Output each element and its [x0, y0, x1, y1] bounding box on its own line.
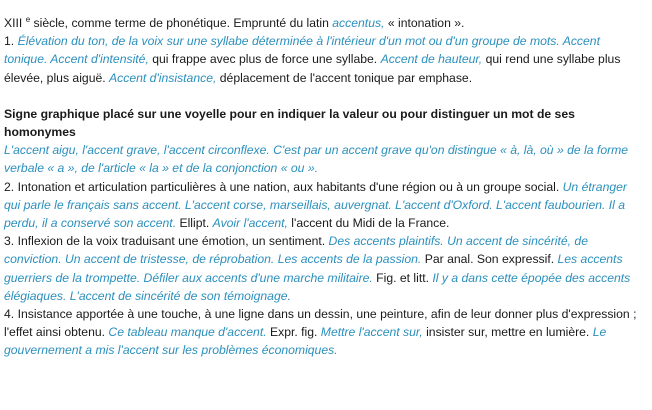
century-superscript: e — [25, 14, 31, 24]
etymology-gloss: « intonation ». — [384, 16, 465, 30]
definition-text: Intonation et articulation particulières à une nation, aux habitants d'une région ou à un groupe social. — [17, 179, 563, 194]
example: Le gouvernement a mis l'accent sur les problèmes économiques. — [4, 325, 607, 358]
etymology-line — [4, 14, 646, 32]
century-numeral: XIII — [4, 16, 23, 30]
sense-number: 3. — [4, 234, 18, 249]
definition-text: Par anal. Son expressif. — [421, 252, 558, 267]
definition-text: déplacement de l'accent tonique par emphase. — [216, 70, 473, 85]
definition-text: Ellipt. — [176, 216, 213, 231]
example: Accent de hauteur, — [380, 52, 483, 67]
definition-text: qui rend une syllabe plus élevée, plus aiguë. — [4, 52, 621, 85]
example: Des accents plaintifs. Un accent de sincérité, de conviction. Un accent de tristesse, de réprobation. Les accents de la passion. — [4, 234, 588, 267]
example: Il y a dans cette épopée des accents élégiaques. L'accent de sincérité de son témoignage. — [4, 270, 631, 303]
example: Mettre l'accent sur, — [320, 325, 423, 340]
sense-number: 4. — [4, 307, 18, 322]
sense-4 — [4, 305, 646, 360]
definition-text: Expr. fig. — [266, 325, 321, 340]
sense-1 — [4, 32, 646, 87]
latin-term: accentus, — [332, 16, 385, 30]
example: Les accents guerriers de la trompette. Défiler aux accents d'une marche militaire. — [4, 252, 623, 285]
spacer — [4, 87, 646, 105]
definition-text: qui frappe avec plus de force une syllabe. — [148, 52, 381, 67]
definition-text: Insistance apportée à une touche, à une ligne dans un dessin, une peinture, afin de leur donner plus d'expression ; l'effet ainsi obtenu. — [4, 307, 637, 340]
sense-number: 2. — [4, 179, 18, 194]
example: Ce tableau manque d'accent. — [108, 325, 267, 340]
sense-3 — [4, 232, 646, 305]
sub-sense-heading: Signe graphique placé sur une voyelle pour en indiquer la valeur ou pour distinguer un mot de ses homonymes — [4, 106, 575, 140]
definition-text: insister sur, mettre en lumière. — [422, 325, 593, 340]
example: Un étranger qui parle le français sans accent. L'accent corse, marseillais, auvergnat. L'accent d'Oxford. L'accent faubourien. Il a perdu, il a conservé son accent. — [4, 179, 627, 231]
sense-2 — [4, 178, 646, 233]
definition-text: Inflexion de la voix traduisant une émotion, un sentiment. — [17, 234, 329, 249]
etymology-text: siècle, comme terme de phonétique. Emprunté du latin — [30, 16, 333, 30]
example: L'accent aigu, l'accent grave, l'accent circonflexe. C'est par un accent grave qu'on distingue « à, là, où » de la forme verbale « a », de l'article « la » et de la conjonction « ou ». — [4, 143, 629, 176]
definition-text: l'accent du Midi de la France. — [287, 216, 450, 231]
example: Avoir l'accent, — [212, 216, 288, 231]
example: Accent d'insistance, — [109, 70, 217, 85]
definition-text: Fig. et litt. — [372, 270, 433, 285]
example: Élévation du ton, de la voix sur une syllabe déterminée à l'intérieur d'un mot ou d'un groupe de mots. Accent tonique. Accent d'intensité, — [4, 34, 600, 67]
sense-number: 1. — [4, 34, 18, 49]
sub-sense-examples — [4, 141, 646, 177]
